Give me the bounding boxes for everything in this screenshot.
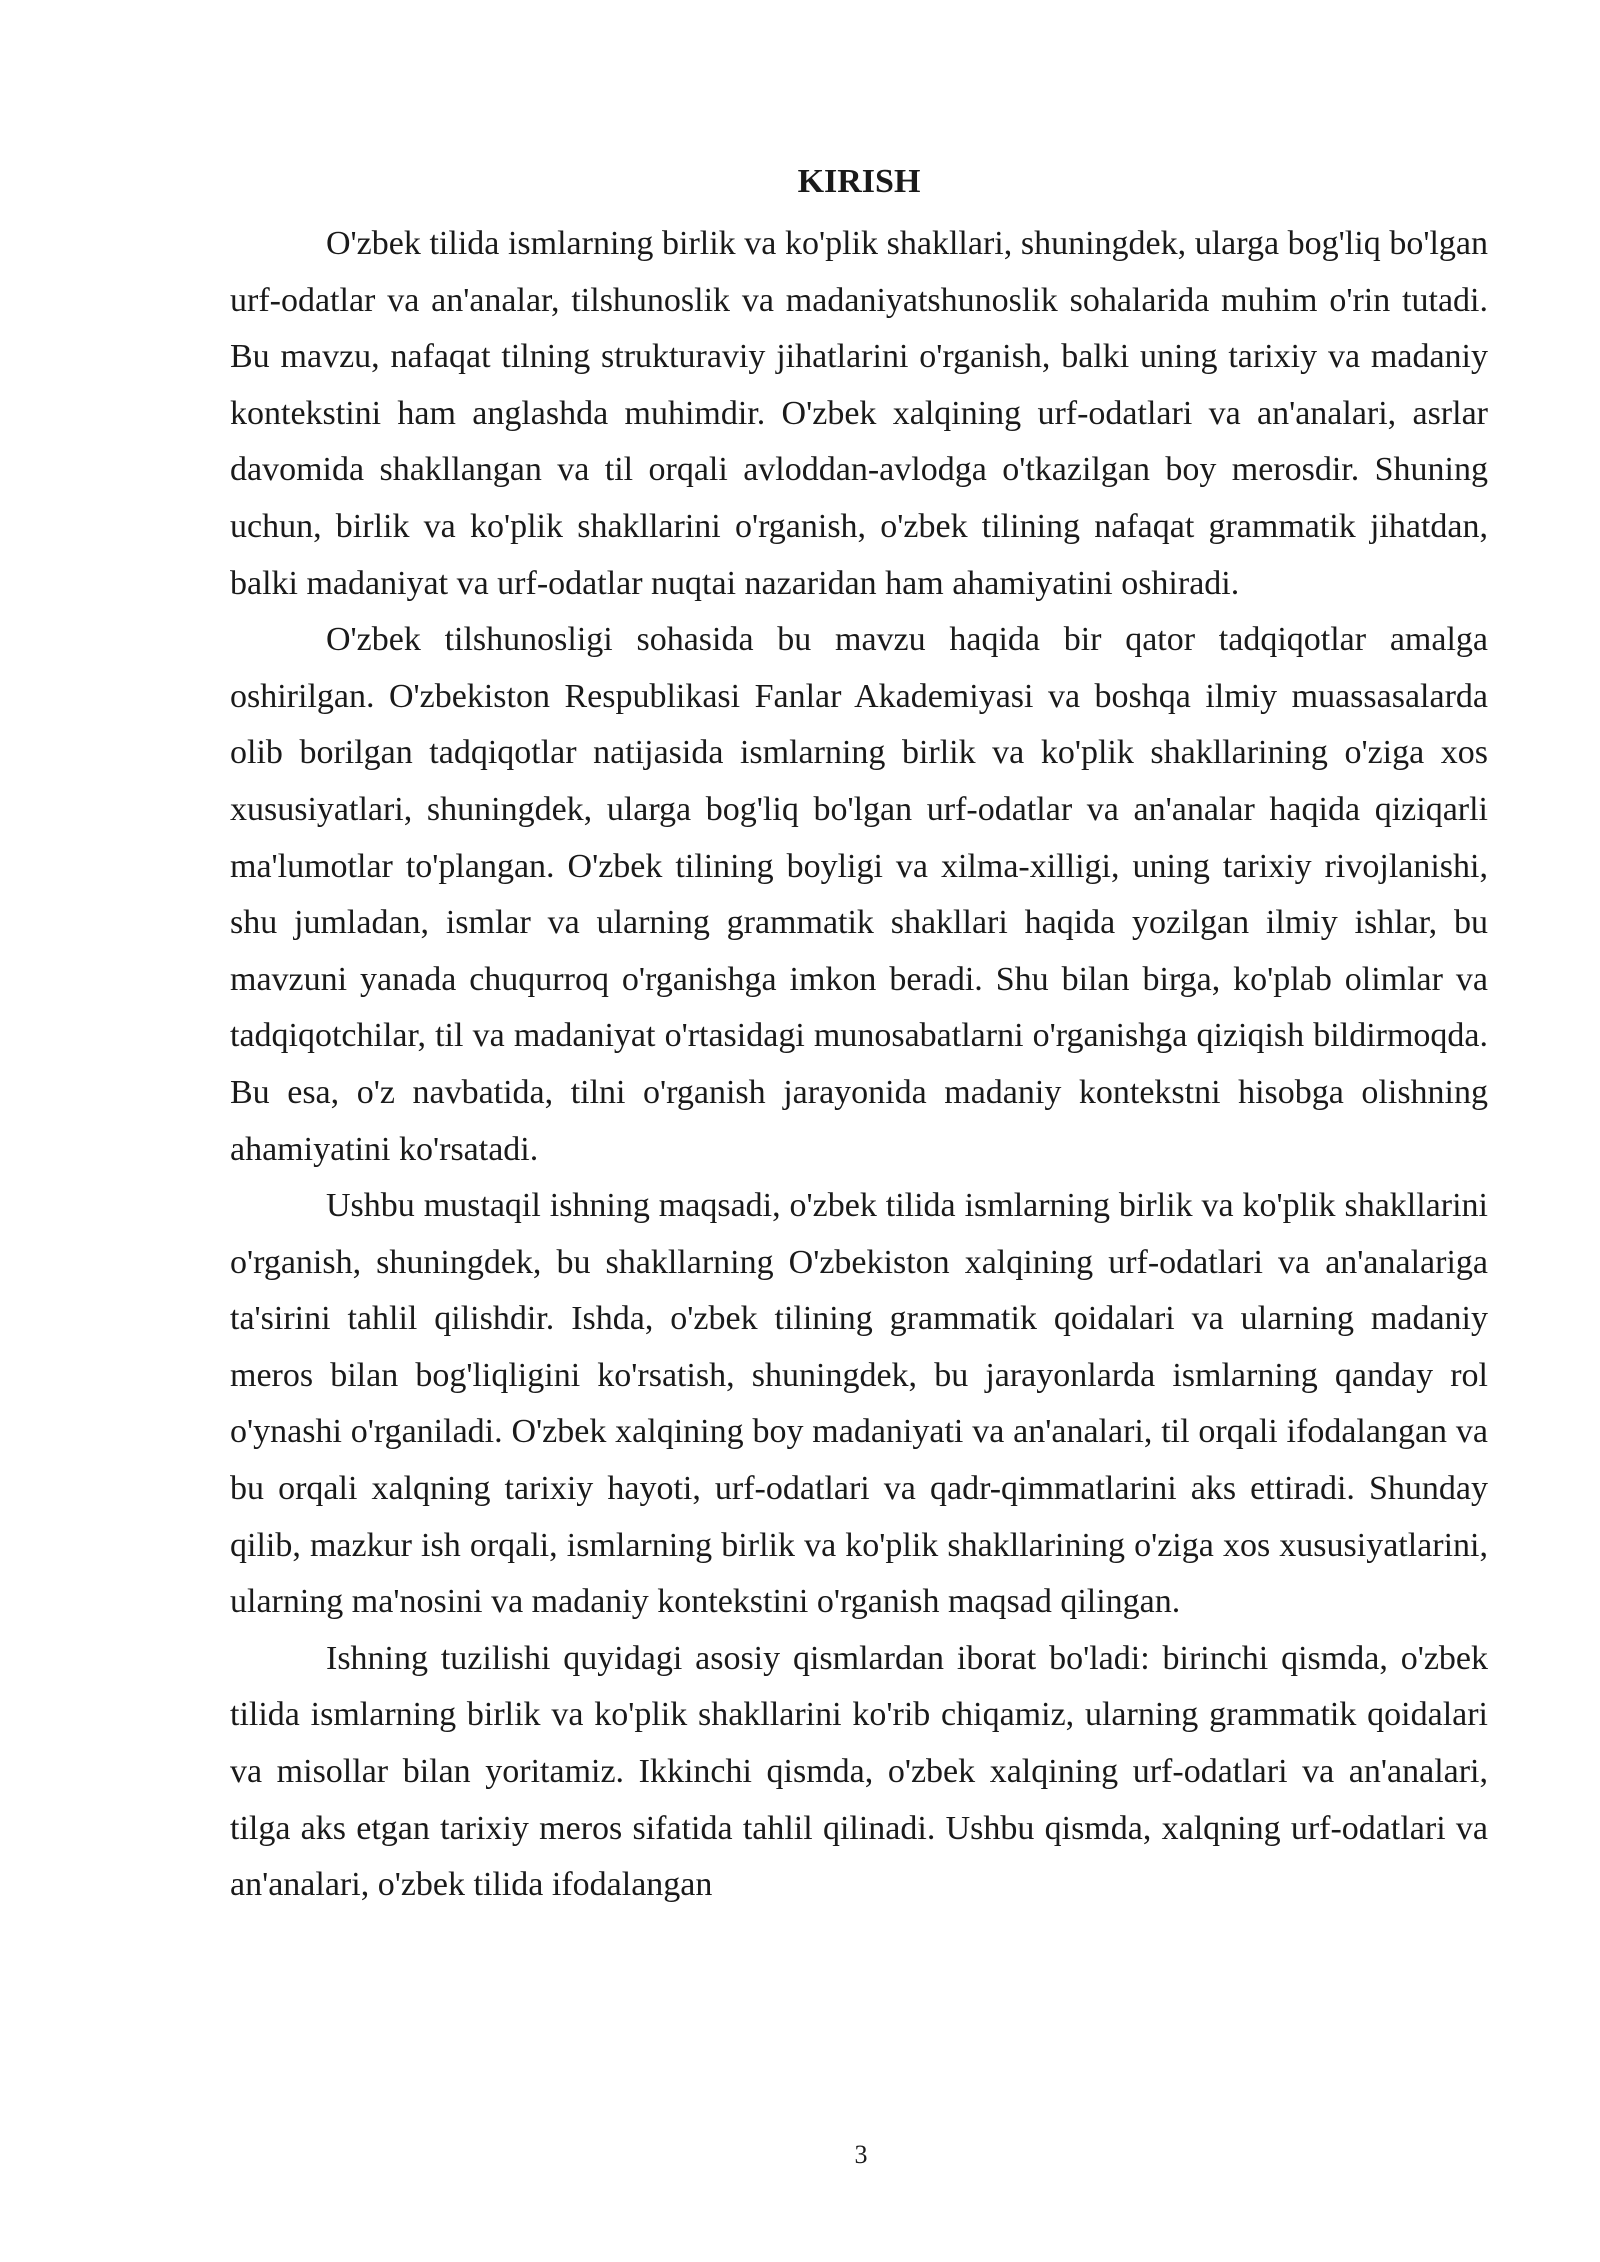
paragraph-3: Ushbu mustaqil ishning maqsadi, o'zbek tilida ismlarning birlik va ko'plik shakllarini o'rganish, shuningdek, bu shakllarning O'zbekiston xalqining urf-odatlari va an'analariga ta'sirini tahlil qilishdir. Ishda, o'zbek tilining grammatik qoidalari va ularning madaniy meros bilan bog'liqligini ko'rsatish, shuningdek, bu jarayonlarda ismlarning qanday rol o'ynashi o'rganiladi. O'zbek xalqining boy madaniyati va an'analari, til orqali ifodalangan va bu orqali xalqning tarixiy hayoti, urf-odatlari va qadr-qimmatlarini aks ettiradi. Shunday qilib, mazkur ish orqali, ismlarning birlik va ko'plik shakllarining o'ziga xos xususiyatlarini, ularning ma'nosini va madaniy kontekstini o'rganish maqsad qilingan. <box>230 1187 1488 1621</box>
paragraph-2: O'zbek tilshunosligi sohasida bu mavzu haqida bir qator tadqiqotlar amalga oshirilgan. O'zbekiston Respublikasi Fanlar Akademiyasi va boshqa ilmiy muassasalarda olib borilgan tadqiqotlar natijasida ismlarning birlik va ko'plik shakllarining o'ziga xos xususiyatlari, shuningdek, ularga bog'liq bo'lgan urf-odatlar va an'analar haqida qiziqarli ma'lumotlar to'plangan. O'zbek tilining boyligi va xilma-xilligi, uning tarixiy rivojlanishi, shu jumladan, ismlar va ularning grammatik shakllari haqida yozilgan ilmiy ishlar, bu mavzuni yanada chuqurroq o'rganishga imkon beradi. Shu bilan birga, ko'plab olimlar va tadqiqotchilar, til va madaniyat o'rtasidagi munosabatlarni o'rganishga qiziqish bildirmoqda. Bu esa, o'z navbatida, tilni o'rganish jarayonida madaniy kontekstni hisobga olishning ahamiyatini ko'rsatadi. <box>230 621 1488 1168</box>
paragraph-4: Ishning tuzilishi quyidagi asosiy qismlardan iborat bo'ladi: birinchi qismda, o'zbek tilida ismlarning birlik va ko'plik shakllarini ko'rib chiqamiz, ularning grammatik qoidalari va misollar bilan yoritamiz. Ikkinchi qismda, o'zbek xalqining urf-odatlari va an'analari, tilga aks etgan tarixiy meros sifatida tahlil qilinadi. Ushbu qismda, xalqning urf-odatlari va an'analari, o'zbek tilida ifodalangan <box>230 1639 1488 1904</box>
paragraph-1: O'zbek tilida ismlarning birlik va ko'plik shakllari, shuningdek, ularga bog'liq bo'lgan urf-odatlar va an'analar, tilshunoslik va madaniyatshunoslik sohalarida muhim o'rin tutadi. Bu mavzu, nafaqat tilning strukturaviy jihatlarini o'rganish, balki uning tarixiy va madaniy kontekstini ham anglashda muhimdir. O'zbek xalqining urf-odatlari va an'analari, asrlar davomida shakllangan va til orqali avloddan-avlodga o'tkazilgan boy merosdir. Shuning uchun, birlik va ko'plik shakllarini o'rganish, o'zbek tilining nafaqat grammatik jihatdan, balki madaniyat va urf-odatlar nuqtai nazaridan ham ahamiyatini oshiradi. <box>230 225 1488 602</box>
page-number: 3 <box>854 2140 868 2169</box>
document-page <box>230 160 1488 1914</box>
section-title: KIRISH <box>797 163 921 200</box>
